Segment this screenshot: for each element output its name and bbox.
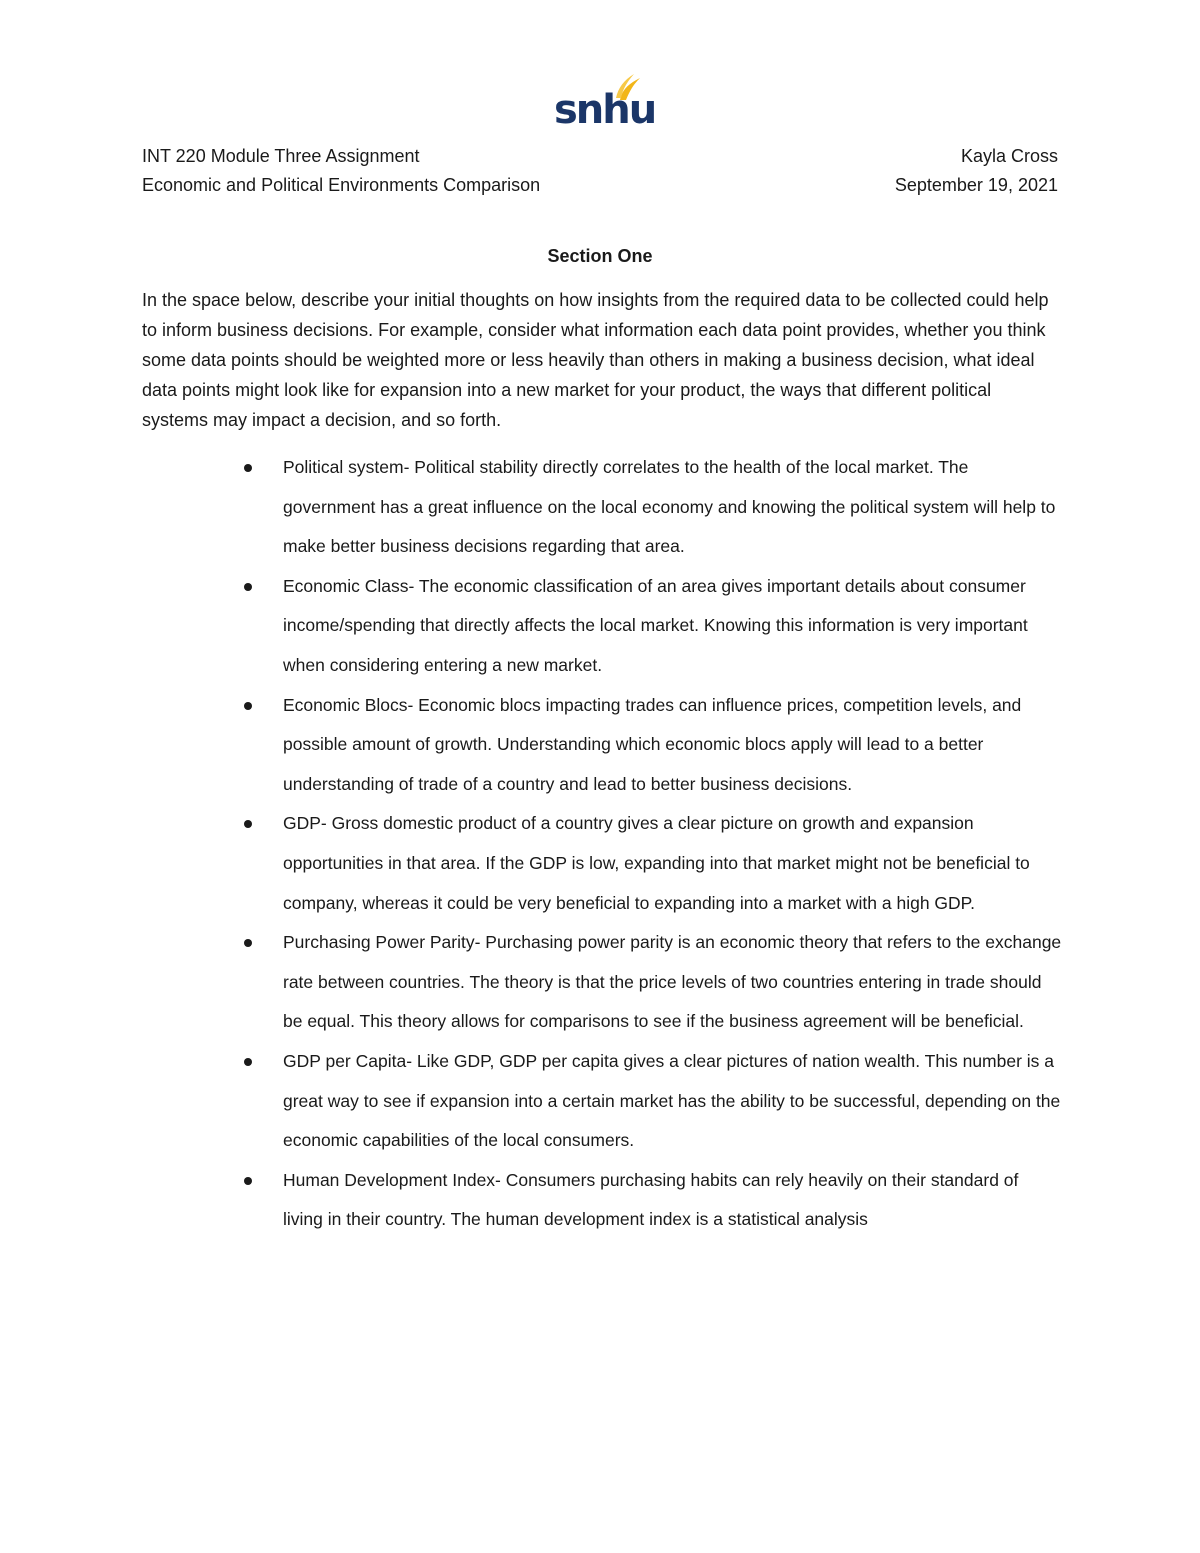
bullet-icon: [244, 583, 252, 591]
list-item: [0, 686, 1063, 805]
bullet-list: [0, 448, 1200, 1240]
bullet-icon: [244, 464, 252, 472]
bullet-text: GDP- Gross domestic product of a country gives a clear picture on growth and expansion opportunities in that area. If the GDP is low, expanding into that market might not be beneficial to company, whereas it could be very beneficial to expanding into a market with a high GDP.: [283, 813, 1030, 913]
list-item: [0, 1042, 1063, 1161]
bullet-text: Political system- Political stability directly correlates to the health of the local market. The government has a great influence on the local economy and knowing the political system will help to make better business decisions regarding that area.: [283, 457, 1056, 557]
course-title: INT 220 Module Three Assignment: [142, 146, 420, 166]
list-item: [0, 567, 1063, 686]
assignment-title: Economic and Political Environments Comparison: [142, 175, 541, 195]
header-row-1: [142, 145, 1058, 167]
author-name: Kayla Cross: [960, 146, 1058, 166]
section-intro: In the space below, describe your initial thoughts on how insights from the required data to be collected could help to inform business decisions. For example, consider what information each data point provides, whether you think some data points should be weighted more or less heavily than others in making a business decision, what ideal data points might look like for expansion into a new market for your product, the ways that different political systems may impact a decision, and so forth.: [142, 290, 1049, 430]
bullet-text: Economic Blocs- Economic blocs impacting trades can influence prices, competition levels, and possible amount of growth. Understanding which economic blocs apply will lead to a better understanding of trade of a country and lead to better business decisions.: [283, 694, 1022, 794]
bullet-icon: [244, 1177, 252, 1185]
bullet-icon: [244, 939, 252, 947]
list-item: [0, 1161, 1063, 1240]
bullet-icon: [244, 702, 252, 710]
logo-wordmark: snhu: [554, 87, 656, 133]
list-item: [0, 448, 1063, 567]
bullet-icon: [244, 1058, 252, 1066]
list-item: [0, 804, 1063, 923]
list-item: [0, 923, 1063, 1042]
assignment-date: September 19, 2021: [894, 175, 1058, 195]
snhu-logo: [552, 72, 656, 134]
bullet-icon: [244, 820, 252, 828]
bullet-text: Purchasing Power Parity- Purchasing power parity is an economic theory that refers to the exchange rate between countries. The theory is that the price levels of two countries entering in trade should be equal. This theory allows for comparisons to see if the business agreement will be beneficial.: [283, 932, 1062, 1032]
header-row-2: [142, 174, 1058, 196]
bullet-text: Economic Class- The economic classification of an area gives important details about consumer income/spending that directly affects the local market. Knowing this information is very important when considering entering a new market.: [283, 575, 1028, 675]
bullet-text: GDP per Capita- Like GDP, GDP per capita gives a clear pictures of nation wealth. This number is a great way to see if expansion into a certain market has the ability to be successful, depending on the economic capabilities of the local consumers.: [283, 1050, 1061, 1151]
section-heading: Section One: [547, 246, 653, 266]
bullet-text: Human Development Index- Consumers purchasing habits can rely heavily on their standard of living in their country. The human development index is a statistical analysis: [283, 1169, 1019, 1230]
